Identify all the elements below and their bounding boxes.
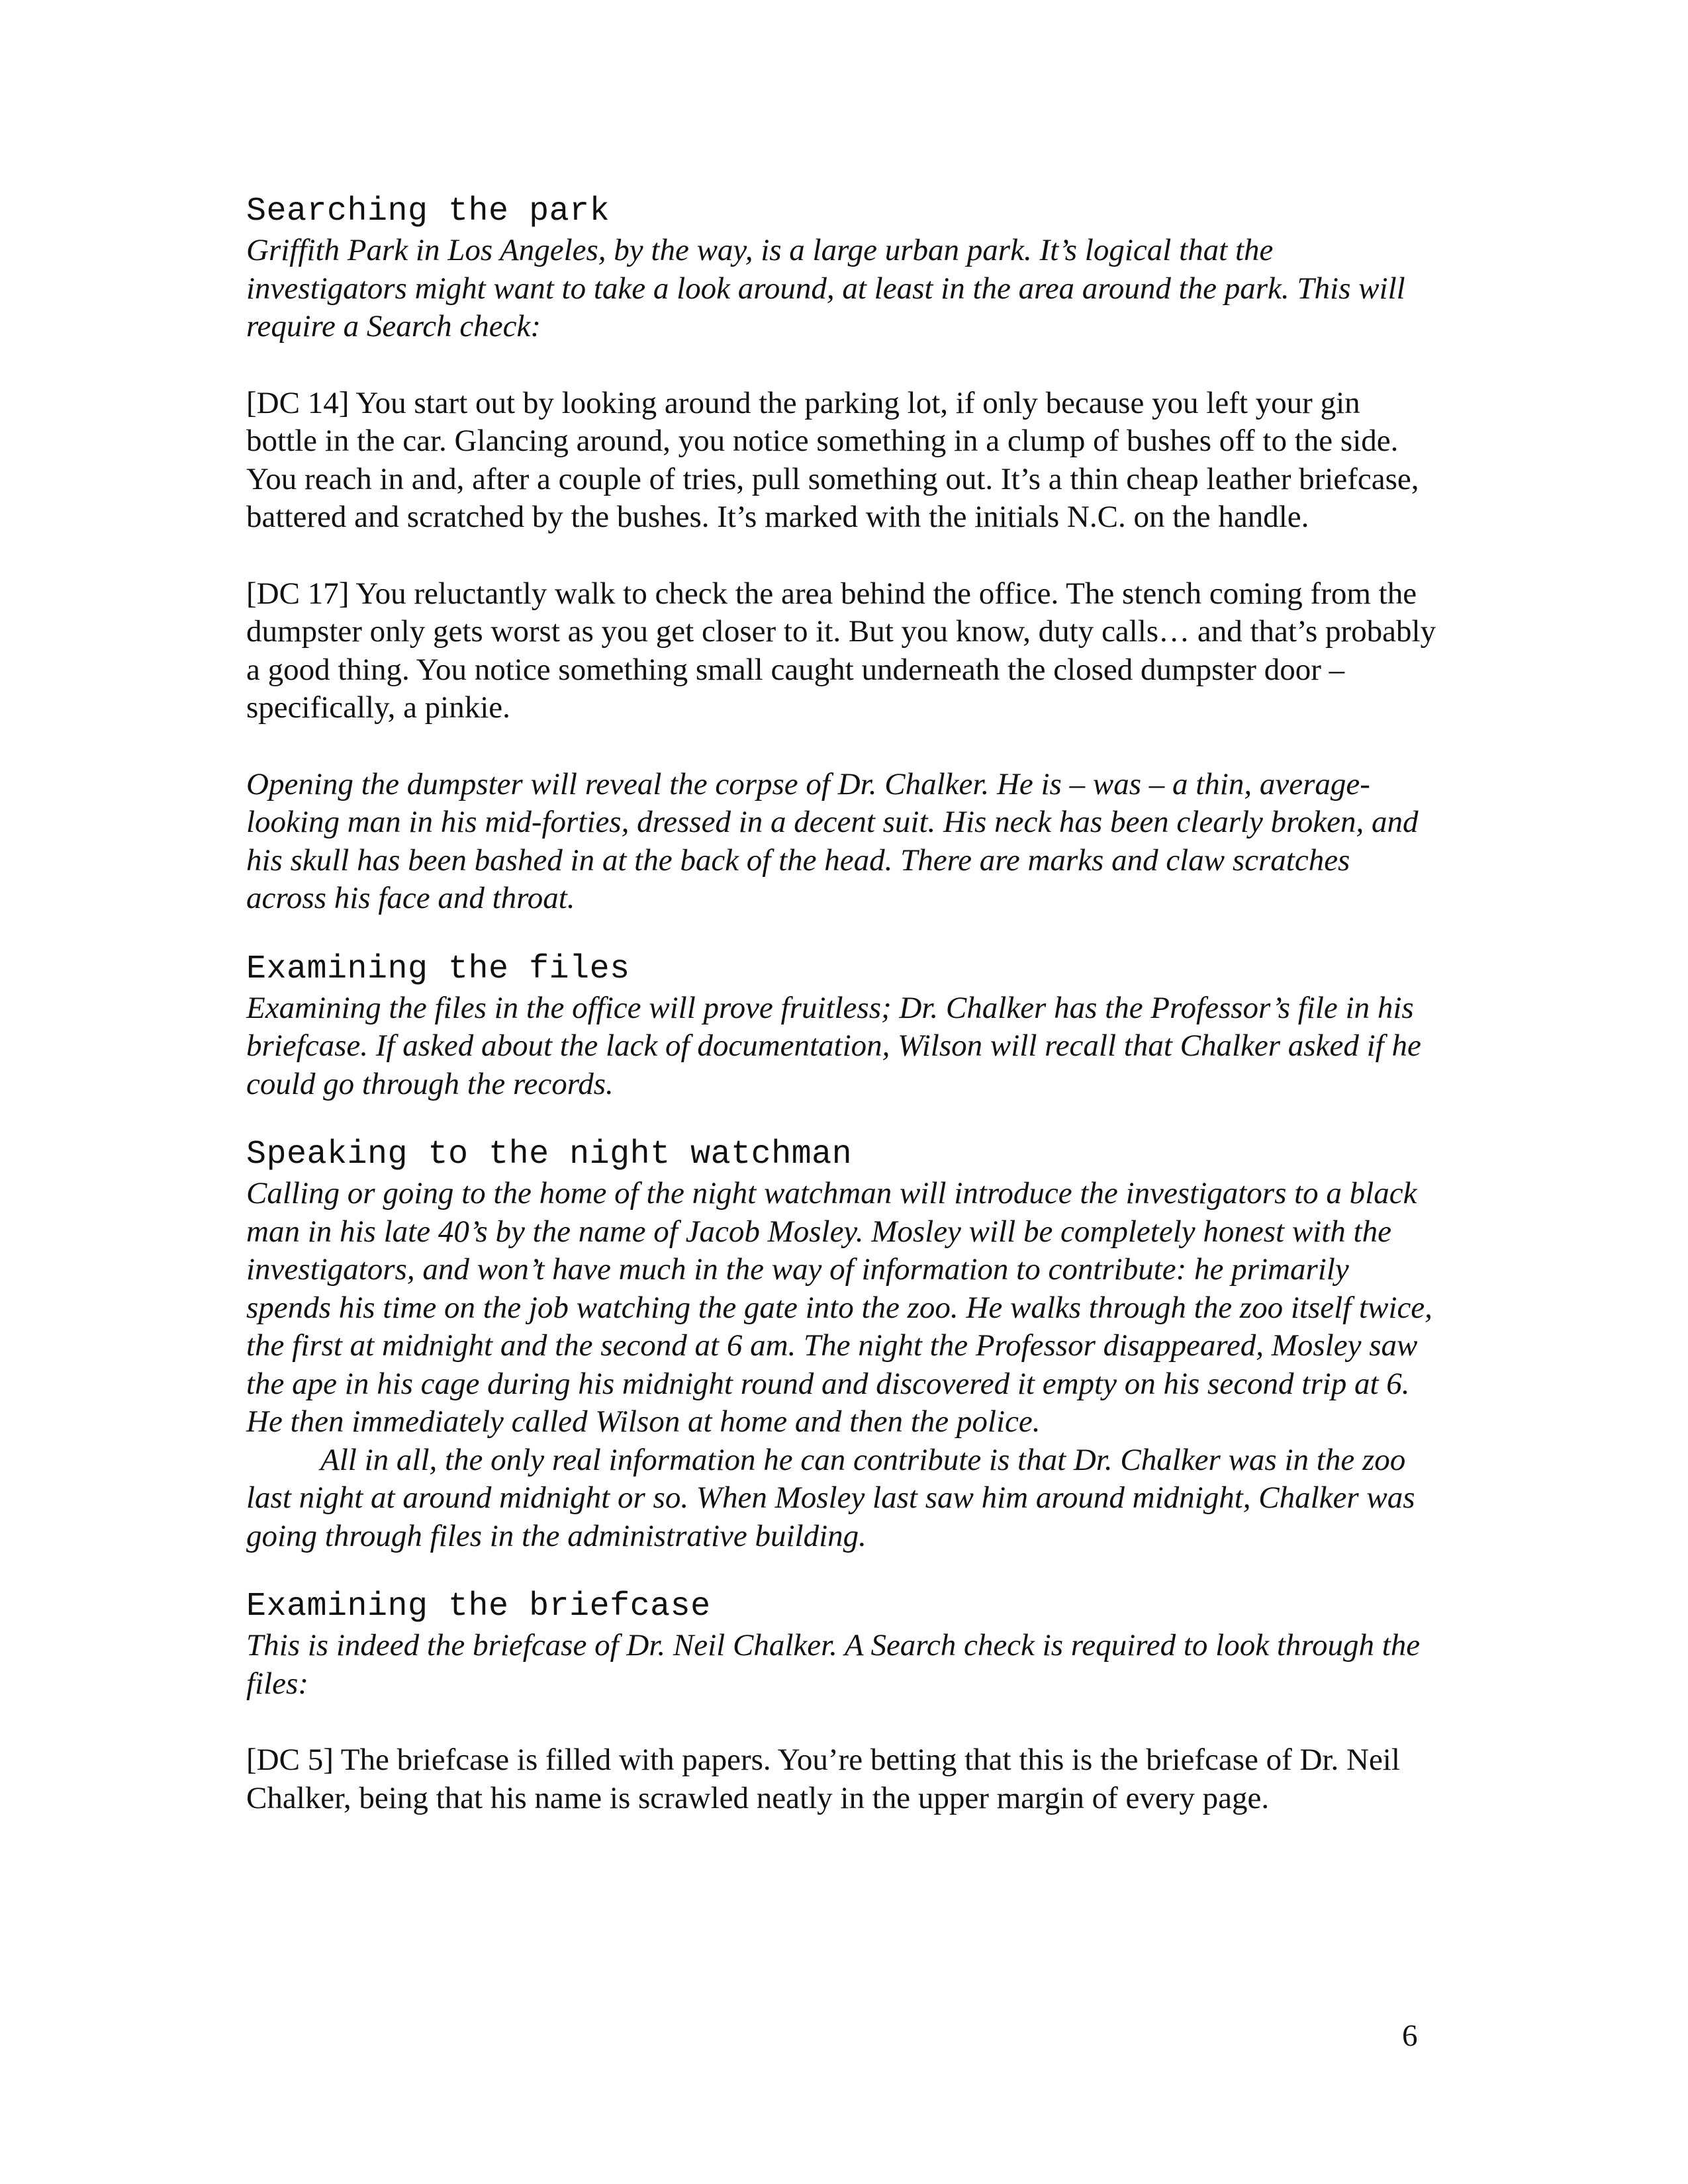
gm-note-briefcase: This is indeed the briefcase of Dr. Neil Chalker. A Search check is required to look through the files: (246, 1628, 1421, 1701)
gm-note-dumpster: Opening the dumpster will reveal the corpse of Dr. Chalker. He is – was – a thin, average-looking man in his mid-forties, dressed in a decent suit. His neck has been clearly broken, and his skull has been bashed in at the back of the head. There are marks and claw scratches across his face and throat. (246, 766, 1419, 915)
section-heading-night-watchman: Speaking to the night watchman (246, 1136, 853, 1173)
section-heading-examining-files: Examining the files (246, 950, 630, 988)
gm-note-night-watchman: Calling or going to the home of the night watchman will introduce the investigators to a black man in his late 40’s by the name of Jacob Mosley. Mosley will be completely honest with the investigators, and won’t have much in the way of information to contribute: he primarily spends his time on the job watching the gate into the zoo. He walks through the zoo itself twice, the first at midnight and the second at 6 am. The night the Professor disappeared, Mosley saw the ape in his cage during his midnight round and discovered it empty on his second trip at 6. He then immediately called Wilson at home and then the police. (246, 1176, 1432, 1439)
page-number: 6 (1402, 2019, 1418, 2053)
section-heading-examining-briefcase: Examining the briefcase (246, 1588, 711, 1625)
gm-note-examining-files: Examining the files in the office will prove fruitless; Dr. Chalker has the Professor’s file in his briefcase. If asked about the lack of documentation, Wilson will recall that Chalker asked if he could go through the records. (246, 990, 1421, 1101)
gm-note-night-watchman-summary: All in all, the only real information he can contribute is that Dr. Chalker was in the zoo last night at around midnight or so. When Mosley last saw him around midnight, Chalker was going through files in the administrative building. (246, 1442, 1415, 1553)
document-page (246, 192, 1438, 1817)
section-heading-searching-park: Searching the park (246, 193, 610, 230)
read-aloud-dc5: [DC 5] The briefcase is filled with papers. You’re betting that this is the briefcase of Dr. Neil Chalker, being that his name is scrawled neatly in the upper margin of every page. (246, 1743, 1400, 1815)
read-aloud-dc14: [DC 14] You start out by looking around the parking lot, if only because you left your gin bottle in the car. Glancing around, you notice something in a clump of bushes off to the side. You reach in and, after a couple of tries, pull something out. It’s a thin cheap leather briefcase, battered and scratched by the bushes. It’s marked with the initials N.C. on the handle. (246, 385, 1419, 534)
read-aloud-dc17: [DC 17] You reluctantly walk to check the area behind the office. The stench coming from the dumpster only gets worst as you get closer to it. But you know, duty calls… and that’s probably a good thing. You notice something small caught underneath the closed dumpster door – specifically, a pinkie. (246, 576, 1436, 725)
gm-note-searching-park: Griffith Park in Los Angeles, by the way, is a large urban park. It’s logical that the investigators might want to take a look around, at least in the area around the park. This will require a Search check: (246, 233, 1405, 343)
